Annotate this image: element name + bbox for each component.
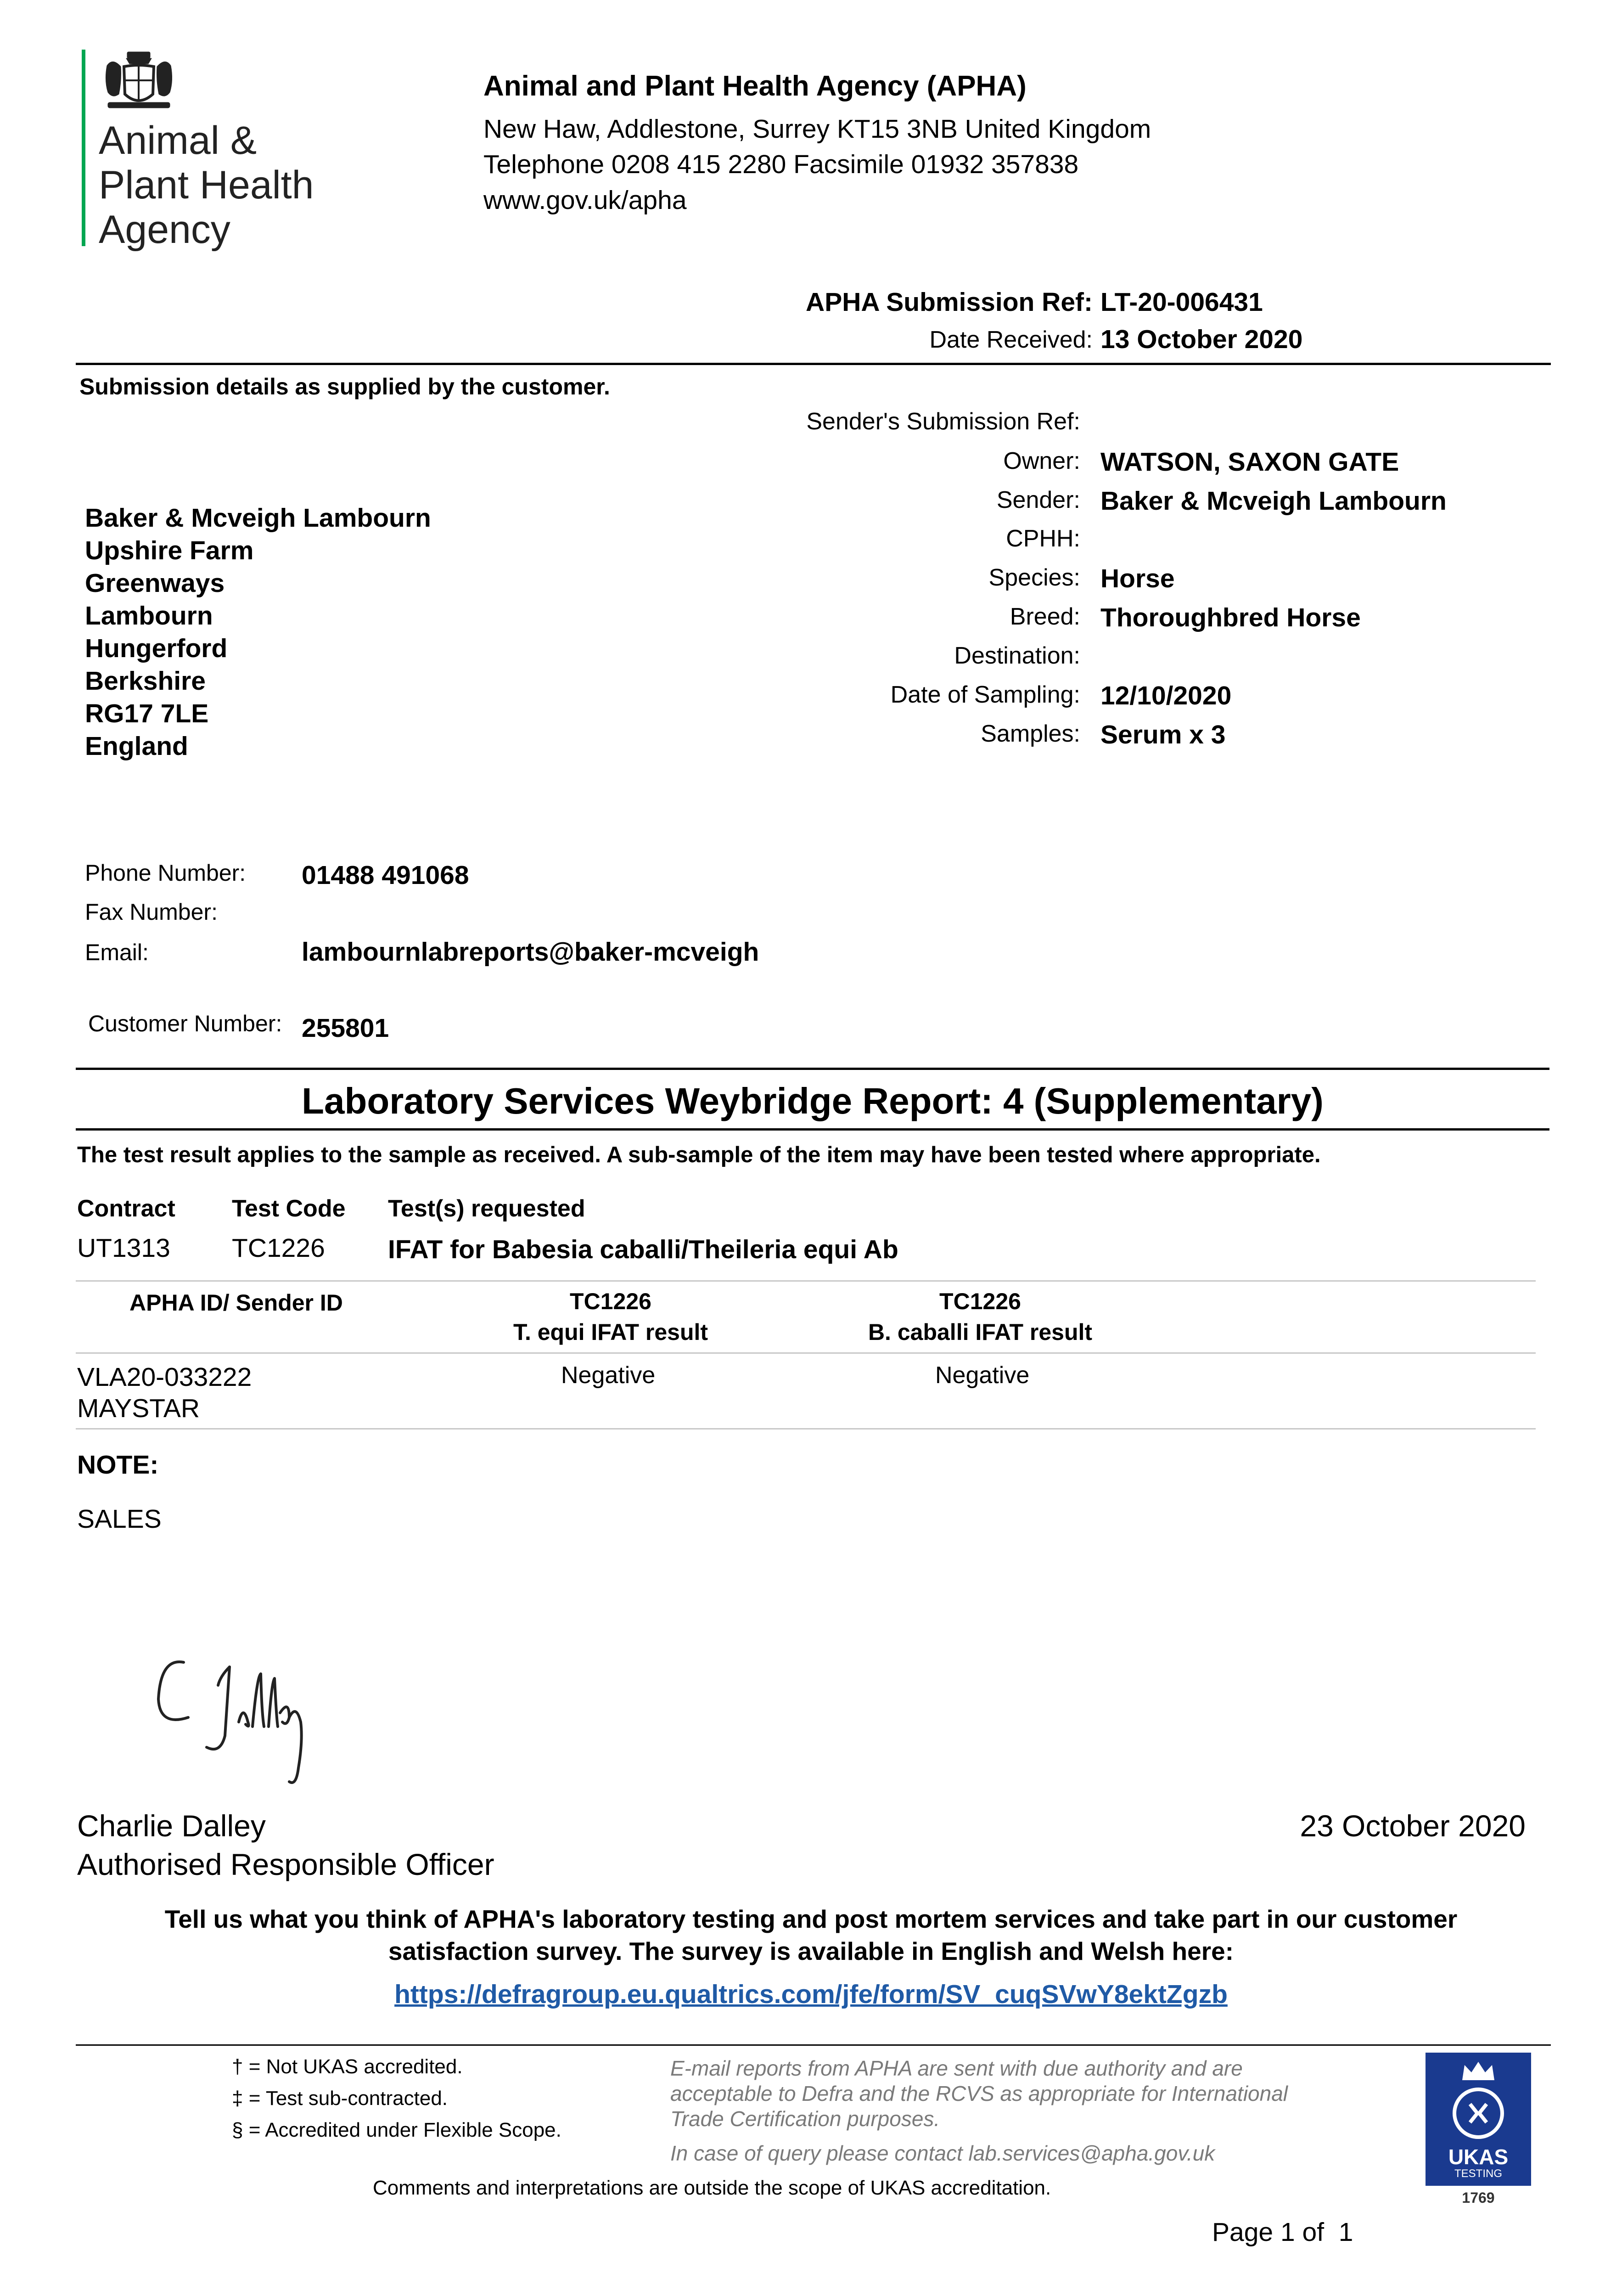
agency-address: New Haw, Addlestone, Surrey KT15 3NB United Kingdom [483,114,1151,144]
agency-website[interactable]: www.gov.uk/apha [483,186,687,215]
signature-image [152,1649,326,1791]
results-divider-top [76,1280,1536,1282]
results-divider-bottom [76,1428,1536,1429]
accreditation-legend [232,2051,561,2146]
survey-line-2: satisfaction survey. The survey is available in English and Welsh here: [388,1937,1234,1965]
b-caballi-result: Negative [935,1362,1030,1389]
detail-label-breed: Breed: [1010,603,1080,630]
query-note: In case of query please contact lab.services@apha.gov.uk [670,2141,1215,2165]
detail-label-owner: Owner: [1003,448,1080,474]
submission-details-heading: Submission details as supplied by the customer. [79,374,610,400]
email-note-line: E-mail reports from APHA are sent with due authority and are [670,2056,1243,2080]
results-header-col1-name: T. equi IFAT result [513,1319,708,1345]
detail-label-samples: Samples: [981,720,1080,747]
ukas-sub: TESTING [1454,2167,1502,2180]
test-code-value: TC1226 [232,1233,325,1263]
email-label: Email: [85,940,149,965]
ukas-badge [1426,2053,1531,2211]
ukas-label: UKAS [1448,2145,1509,2169]
results-header-col2-code: TC1226 [939,1289,1021,1314]
detail-value-owner: WATSON, SAXON GATE [1100,447,1399,477]
tests-requested-header: Test(s) requested [388,1195,585,1222]
legend-subcontracted: ‡ = Test sub-contracted. [232,2087,448,2110]
detail-value-date-of-sampling: 12/10/2020 [1100,681,1232,710]
contract-header: Contract [77,1195,175,1222]
address-line: Greenways [85,568,225,598]
tests-requested-value: IFAT for Babesia caballi/Theileria equi Ab [388,1235,898,1264]
detail-label-cphh: CPHH: [1006,525,1080,552]
contract-value: UT1313 [77,1233,170,1263]
signatory-name: Charlie Dalley [77,1809,266,1843]
address-line: Berkshire [85,666,206,696]
detail-value-samples: Serum x 3 [1100,720,1226,749]
logo-text [99,118,314,252]
email-note [670,2056,1288,2132]
customer-number-label: Customer Number: [88,1011,282,1036]
detail-label-date-of-sampling: Date of Sampling: [890,681,1080,708]
note-text: SALES [77,1504,162,1534]
address-line: RG17 7LE [85,699,209,728]
detail-label-sender: Sender: [996,487,1080,513]
detail-value-breed: Thoroughbred Horse [1100,603,1361,632]
divider-report-bottom [76,1128,1549,1131]
report-title: Laboratory Services Weybridge Report: 4 (Supplementary) [302,1080,1324,1121]
address-line: Upshire Farm [85,536,254,565]
logo-accent-bar [82,50,85,246]
logo-line-3: Agency [99,208,230,252]
crown-icon [1460,2060,1497,2082]
results-header-col1-code: TC1226 [570,1289,651,1314]
agency-contact: Telephone 0208 415 2280 Facsimile 01932 357838 [483,150,1079,179]
logo-line-2: Plant Health [99,163,314,207]
divider-report-top [76,1068,1549,1070]
applies-note: The test result applies to the sample as received. A sub-sample of the item may have been tested where appropriate. [77,1142,1321,1167]
divider-footer [76,2044,1551,2046]
agency-name: Animal and Plant Health Agency (APHA) [483,70,1027,102]
apha-id: VLA20-033222 [77,1362,252,1392]
signoff-date: 23 October 2020 [1300,1809,1526,1843]
test-code-header: Test Code [232,1195,346,1222]
legend-flexible-scope: § = Accredited under Flexible Scope. [232,2119,561,2141]
ukas-disclaimer: Comments and interpretations are outside the scope of UKAS accreditation. [373,2177,1051,2199]
results-header-col2-name: B. caballi IFAT result [868,1319,1093,1345]
detail-label-sender-ref: Sender's Submission Ref: [806,408,1080,435]
logo-line-1: Animal & [99,118,257,163]
survey-link[interactable]: https://defragroup.eu.qualtrics.com/jfe/form/SV_cuqSVwY8ektZgzb [394,1980,1228,2009]
date-received-value: 13 October 2020 [1100,325,1303,354]
date-received-label: Date Received: [929,326,1093,353]
sender-id: MAYSTAR [77,1394,200,1423]
email-value: lambournlabreports@baker-mcveigh [302,937,759,967]
ukas-emblem-icon [1451,2086,1506,2141]
address-line: Lambourn [85,601,213,630]
customer-address [85,502,431,763]
t-equi-result: Negative [561,1362,656,1389]
address-line: Baker & Mcveigh Lambourn [85,503,431,533]
detail-value-species: Horse [1100,564,1175,593]
crest-icon [99,48,179,113]
fax-label: Fax Number: [85,899,218,925]
page-number: Page 1 of 1 [1212,2217,1353,2247]
customer-number-value: 255801 [302,1013,389,1043]
note-label: NOTE: [77,1450,159,1480]
submission-ref-label: APHA Submission Ref: [806,287,1093,317]
phone-value: 01488 491068 [302,861,469,890]
divider-top [76,363,1551,365]
submission-ref-value: LT-20-006431 [1100,287,1263,317]
email-note-line: acceptable to Defra and the RCVS as appropriate for International [670,2082,1288,2105]
ukas-number: 1769 [1462,2189,1495,2206]
address-line: Hungerford [85,634,228,663]
address-line: England [85,732,188,761]
survey-line-1: Tell us what you think of APHA's laboratory testing and post mortem services and take part in our customer [164,1905,1458,1933]
signatory-role: Authorised Responsible Officer [77,1847,494,1881]
detail-value-sender: Baker & Mcveigh Lambourn [1100,486,1447,516]
detail-label-species: Species: [988,564,1080,591]
legend-not-accredited: † = Not UKAS accredited. [232,2055,463,2078]
phone-label: Phone Number: [85,860,246,886]
survey-link-row [0,1979,1622,2009]
detail-label-destination: Destination: [954,642,1080,669]
results-divider-mid [76,1352,1536,1354]
ukas-panel [1426,2053,1531,2186]
results-header-id: APHA ID/ Sender ID [129,1290,343,1316]
email-note-line: Trade Certification purposes. [670,2107,940,2131]
